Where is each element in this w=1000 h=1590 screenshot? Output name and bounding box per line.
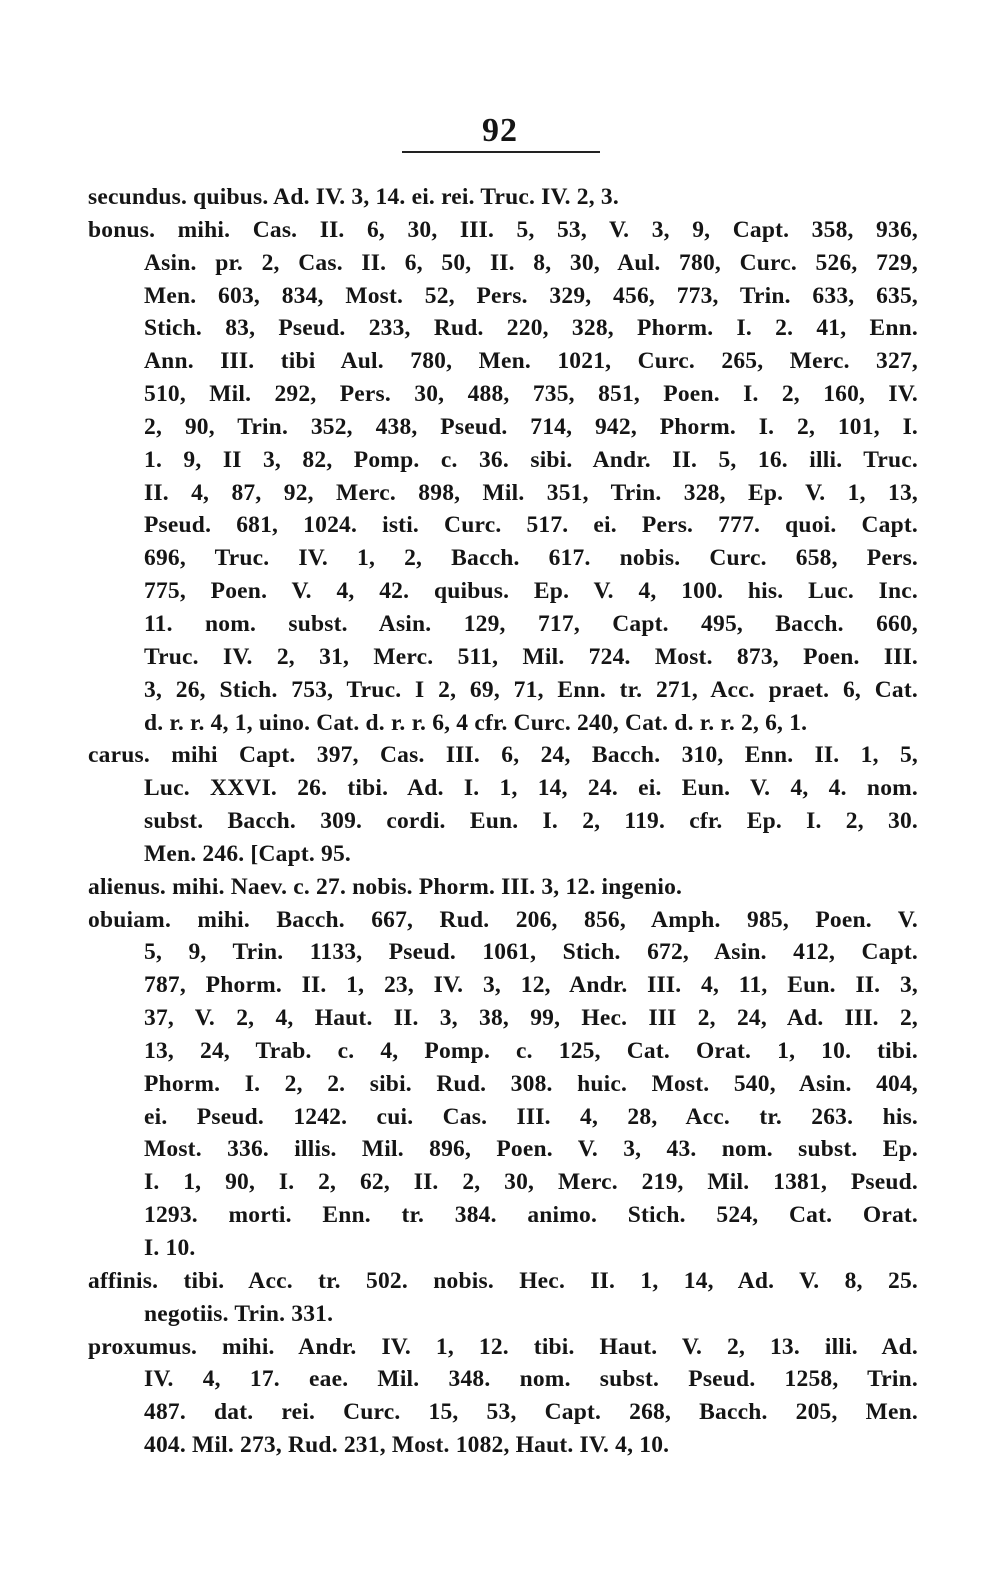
entry-headline: proxumus. mihi. Andr. IV. 1, 12. tibi. Haut. V. 2, 13. illi. Ad. (88, 1333, 918, 1360)
entry-headline: secundus. quibus. Ad. IV. 3, 14. ei. rei. Truc. IV. 2, 3. (88, 184, 619, 210)
entry-line: II. 4, 87, 92, Merc. 898, Mil. 351, Trin. 328, Ep. V. 1, 13, (144, 479, 918, 506)
entry-line: 1. 9, II 3, 82, Pomp. c. 36. sibi. Andr. II. 5, 16. illi. Truc. (144, 446, 918, 473)
entry-line: 2, 90, Trin. 352, 438, Pseud. 714, 942, Phorm. I. 2, 101, I. (144, 413, 918, 440)
dictionary-entries (88, 181, 918, 1462)
entry-line: 5, 9, Trin. 1133, Pseud. 1061, Stich. 672, Asin. 412, Capt. (144, 939, 918, 966)
header-rule (402, 151, 600, 153)
dictionary-entry (88, 871, 918, 904)
entry-headline: alienus. mihi. Naev. c. 27. nobis. Phorm. III. 3, 12. ingenio. (88, 873, 683, 900)
entry-line: 696, Truc. IV. 1, 2, Bacch. 617. nobis. Curc. 658, Pers. (144, 545, 918, 572)
entry-headline: obuiam. mihi. Bacch. 667, Rud. 206, 856, Amph. 985, Poen. V. (88, 906, 918, 933)
entry-line: 487. dat. rei. Curc. 15, 53, Capt. 268, Bacch. 205, Men. (144, 1399, 918, 1426)
entry-line: I. 10. (144, 1235, 196, 1261)
entry-line: 404. Mil. 273, Rud. 231, Most. 1082, Haut. IV. 4, 10. (144, 1432, 670, 1459)
entry-headline: affinis. tibi. Acc. tr. 502. nobis. Hec. II. 1, 14, Ad. V. 8, 25. (88, 1267, 918, 1294)
entry-headline: carus. mihi Capt. 397, Cas. III. 6, 24, Bacch. 310, Enn. II. 1, 5, (88, 742, 918, 769)
entry-line: ei. Pseud. 1242. cui. Cas. III. 4, 28, Acc. tr. 263. his. (144, 1103, 918, 1130)
entry-line: Stich. 83, Pseud. 233, Rud. 220, 328, Phorm. I. 2. 41, Enn. (144, 315, 918, 342)
entry-line: 510, Mil. 292, Pers. 30, 488, 735, 851, Poen. I. 2, 160, IV. (144, 381, 918, 408)
entry-line: negotiis. Trin. 331. (144, 1300, 334, 1327)
entry-line: subst. Bacch. 309. cordi. Eun. I. 2, 119. cfr. Ep. I. 2, 30. (144, 808, 918, 835)
entry-line: Ann. III. tibi Aul. 780, Men. 1021, Curc. 265, Merc. 327, (144, 348, 918, 375)
entry-line: I. 1, 90, I. 2, 62, II. 2, 30, Merc. 219, Mil. 1381, Pseud. (144, 1169, 918, 1196)
entry-line: Men. 246. [Capt. 95. (144, 840, 351, 867)
page-number: 92 (482, 112, 518, 149)
entry-line: Asin. pr. 2, Cas. II. 6, 50, II. 8, 30, Aul. 780, Curc. 526, 729, (144, 249, 918, 276)
entry-line: d. r. r. 4, 1, uino. Cat. d. r. r. 6, 4 cfr. Curc. 240, Cat. d. r. r. 2, 6, 1. (144, 709, 808, 736)
entry-line: Luc. XXVI. 26. tibi. Ad. I. 1, 14, 24. ei. Eun. V. 4, 4. nom. (144, 775, 918, 802)
entry-line: Most. 336. illis. Mil. 896, Poen. V. 3, 43. nom. subst. Ep. (144, 1136, 918, 1163)
dictionary-entry (88, 181, 918, 214)
entry-line: 3, 26, Stich. 753, Truc. I 2, 69, 71, Enn. tr. 271, Acc. praet. 6, Cat. (144, 676, 918, 703)
entry-headline: bonus. mihi. Cas. II. 6, 30, III. 5, 53, V. 3, 9, Capt. 358, 936, (88, 216, 918, 243)
entry-line: 787, Phorm. II. 1, 23, IV. 3, 12, Andr. III. 4, 11, Eun. II. 3, (144, 972, 918, 999)
dictionary-entry (88, 739, 918, 870)
dictionary-entry (88, 1331, 918, 1462)
entry-line: Truc. IV. 2, 31, Merc. 511, Mil. 724. Most. 873, Poen. III. (144, 643, 918, 670)
entry-line: Phorm. I. 2, 2. sibi. Rud. 308. huic. Most. 540, Asin. 404, (144, 1070, 918, 1097)
entry-line: 775, Poen. V. 4, 42. quibus. Ep. V. 4, 100. his. Luc. Inc. (144, 578, 918, 605)
dictionary-entry (88, 214, 918, 740)
dictionary-entry (88, 904, 918, 1265)
dictionary-entry (88, 1265, 918, 1331)
entry-line: IV. 4, 17. eae. Mil. 348. nom. subst. Pseud. 1258, Trin. (144, 1366, 918, 1393)
entry-line: 1293. morti. Enn. tr. 384. animo. Stich. 524, Cat. Orat. (144, 1202, 918, 1229)
entry-line: 11. nom. subst. Asin. 129, 717, Capt. 495, Bacch. 660, (144, 610, 918, 637)
entry-line: Pseud. 681, 1024. isti. Curc. 517. ei. Pers. 777. quoi. Capt. (144, 512, 918, 539)
entry-line: 13, 24, Trab. c. 4, Pomp. c. 125, Cat. Orat. 1, 10. tibi. (144, 1037, 918, 1064)
entry-line: 37, V. 2, 4, Haut. II. 3, 38, 99, Hec. III 2, 24, Ad. III. 2, (144, 1005, 918, 1032)
entry-line: Men. 603, 834, Most. 52, Pers. 329, 456, 773, Trin. 633, 635, (144, 282, 918, 309)
